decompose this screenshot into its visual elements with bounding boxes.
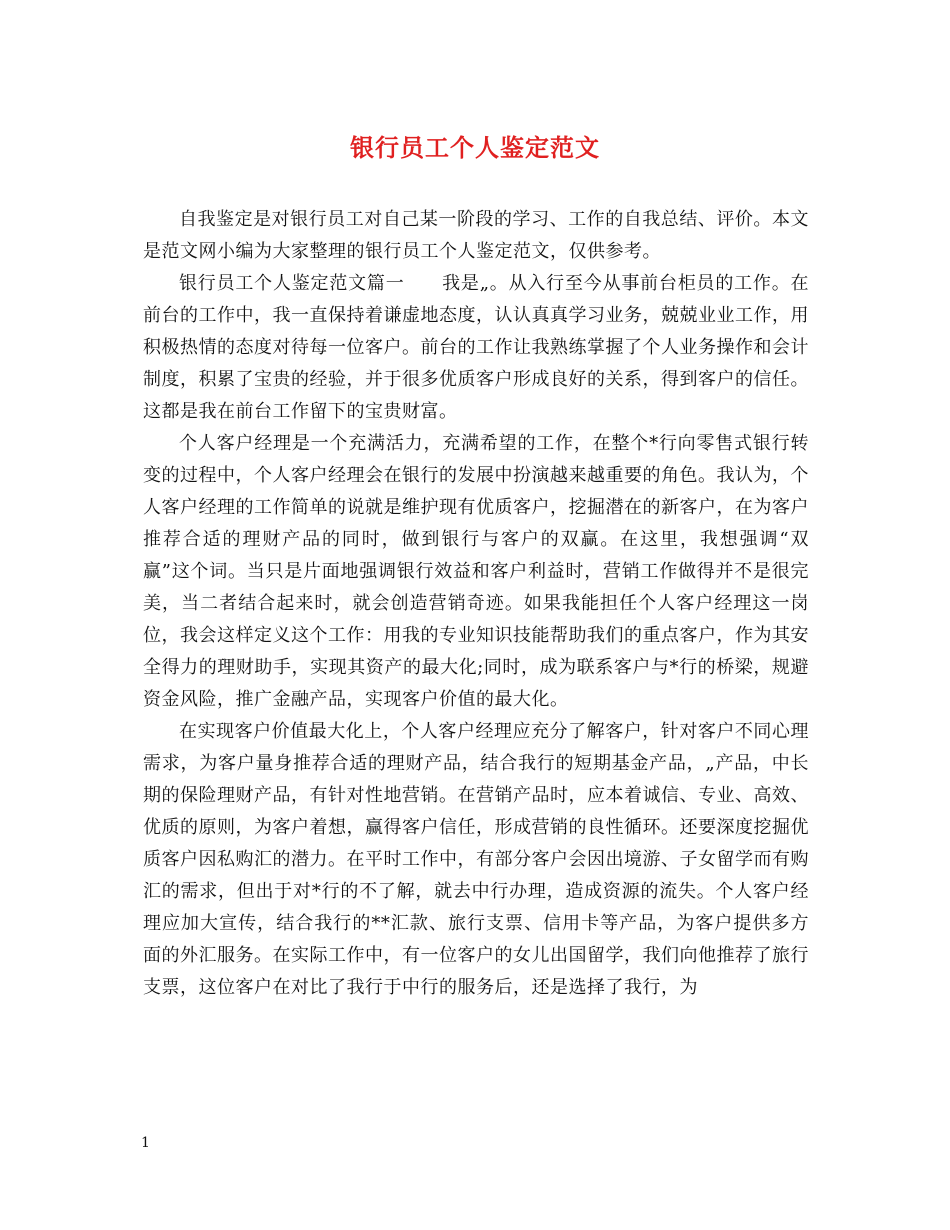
paragraph-intro: 自我鉴定是对银行员工对自己某一阶段的学习、工作的自我总结、评价。本文是范文网小编为大家整理的银行员工个人鉴定范文，仅供参考。 (143, 209, 809, 262)
document-body (143, 204, 809, 1004)
document-title: 银行员工个人鉴定范文 (350, 133, 600, 162)
paragraph-client-value: 在实现客户价值最大化上，个人客户经理应充分了解客户，针对客户不同心理需求，为客户量身推荐合适的理财产品，结合我行的短期基金产品，„产品，中长期的保险理财产品，有针对性地营销。在营销产品时，应本着诚信、专业、高效、优质的原则，为客户着想，赢得客户信任，形成营销的良性循环。还要深度挖掘优质客户因私购汇的潜力。在平时工作中，有部分客户会因出境游、子女留学而有购汇的需求，但出于对*行的不了解，就去中行办理，造成资源的流失。个人客户经理应加大宣传，结合我行的**汇款、旅行支票、信用卡等产品，为客户提供多方面的外汇服务。在实际工作中，有一位客户的女儿出国留学，我们向他推荐了旅行支票，这位客户在对比了我行于中行的服务后，还是选择了我行，为 (143, 721, 809, 998)
paragraph-client-manager: 个人客户经理是一个充满活力，充满希望的工作，在整个*行向零售式银行转变的过程中，个人客户经理会在银行的发展中扮演越来越重要的角色。我认为，个人客户经理的工作简单的说就是维护现有优质客户，挖掘潜在的新客户，在为客户推荐合适的理财产品的同时，做到银行与客户的双赢。在这里，我想强调“双赢”这个词。当只是片面地强调银行效益和客户利益时，营销工作做得并不是很完美，当二者结合起来时，就会创造营销奇迹。如果我能担任个人客户经理这一岗位，我会这样定义这个工作：用我的专业知识技能帮助我们的重点客户，作为其安全得力的理财助手，实现其资产的最大化;同时，成为联系客户与*行的桥梁，规避资金风险，推广金融产品，实现客户价值的最大化。 (143, 433, 809, 710)
paragraph-front-desk: 银行员工个人鉴定范文篇一 我是„。从入行至今从事前台柜员的工作。在前台的工作中，我一直保持着谦虚地态度，认认真真学习业务，兢兢业业工作，用积极热情的态度对待每一位客户。前台的工作让我熟练掌握了个人业务操作和会计制度，积累了宝贵的经验，并于很多优质客户形成良好的关系，得到客户的信任。这都是我在前台工作留下的宝贵财富。 (143, 273, 809, 422)
page-number: 1 (141, 1135, 150, 1151)
